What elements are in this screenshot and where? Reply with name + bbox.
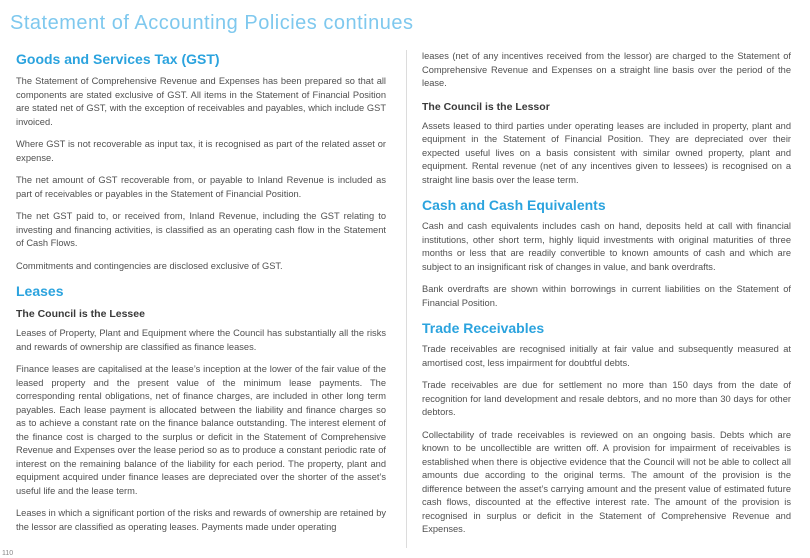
- leases-heading: Leases: [16, 283, 64, 299]
- trade-paragraph-1: Trade receivables are recognised initially at fair value and subsequently measured at amortised cost, less impairment for doubtful debts.: [422, 344, 791, 368]
- gst-paragraph-3: The net amount of GST recoverable from, or payable to Inland Revenue is included as part of receivables or payables in the Statement of Financial Position.: [16, 175, 386, 199]
- cash-paragraph-1: Cash and cash equivalents includes cash on hand, deposits held at call with financial institutions, other short term, highly liquid investments with original maturities of three months or less that are readily convertible to known amounts of cash and which are subject to an insignificant risk of changes in value, and bank overdrafts.: [422, 221, 791, 272]
- lessee-paragraph-2: Finance leases are capitalised at the lease’s inception at the lower of the fair value of the leased property and the present value of the minimum lease payments. The corresponding rental obligations, net of finance charges, are included in other long term payables. Each lease payment is allocated between the liability and finance charges so as to achieve a constant rate on the finance balance outstanding. The interest element of the finance cost is charged to the surplus or deficit in the Statement of Comprehensive Revenue and Expenses over the lease period so as to produce a constant periodic rate of interest on the remaining balance of the liability for each period. The property, plant and equipment acquired under finance leases are depreciated over the shorter of the asset’s useful life and the lease term.: [16, 364, 386, 496]
- lessee-paragraph-3: Leases in which a significant portion of the risks and rewards of ownership are retained by the lessor are classified as operating leases. Payments made under operating: [16, 508, 387, 532]
- lessee-paragraph-3-continued: leases (net of any incentives received from the lessor) are charged to the Statement of Comprehensive Revenue and Expenses on a straight line basis over the period of the lease.: [422, 51, 791, 88]
- left-column: [16, 50, 386, 543]
- gst-paragraph-5: Commitments and contingencies are disclosed exclusive of GST.: [16, 260, 283, 271]
- trade-receivables-heading: Trade Receivables: [422, 320, 545, 336]
- lessee-heading: The Council is the Lessee: [16, 308, 145, 320]
- trade-paragraph-3: Collectability of trade receivables is reviewed on an ongoing basis. Debts which are known to be uncollectible are written off. A provision for impairment of receivables is established when there is objective evidence that the Council will not be able to collect all amounts due according to the original terms. The amount of the provision is the difference between the asset’s carrying amount and the present value of estimated future cash flows, discounted at the effective interest rate. The amount of the provision is recognised in surplus or deficit in the Statement of Comprehensive Revenue and Expenses.: [422, 429, 791, 534]
- column-divider: [406, 50, 407, 548]
- page-number: 110: [2, 550, 14, 557]
- lessee-paragraph-1: Leases of Property, Plant and Equipment where the Council has substantially all the risks and rewards of ownership are classified as finance leases.: [16, 328, 386, 352]
- page-title: Statement of Accounting Policies continues: [10, 12, 414, 34]
- lessor-heading: The Council is the Lessor: [422, 100, 550, 113]
- trade-paragraph-2: Trade receivables are due for settlement no more than 150 days from the date of recognition for land development and resale debtors, and no more than 30 days for other debtors.: [422, 380, 791, 417]
- right-column: [422, 50, 791, 546]
- gst-paragraph-1: The Statement of Comprehensive Revenue and Expenses has been prepared so that all components are stated exclusive of GST. All items in the Statement of Financial Position are stated net of GST, with the exception of receivables and payables, which include GST invoiced.: [16, 76, 386, 127]
- gst-paragraph-4: The net GST paid to, or received from, Inland Revenue, including the GST relating to investing and financing activities, is classified as an operating cash flow in the Statement of Cash Flows.: [16, 211, 386, 248]
- cash-paragraph-2: Bank overdrafts are shown within borrowings in current liabilities on the Statement of Financial Position.: [422, 284, 791, 308]
- gst-paragraph-2: Where GST is not recoverable as input tax, it is recognised as part of the related asset or expense.: [16, 139, 386, 163]
- cash-heading: Cash and Cash Equivalents: [422, 197, 606, 213]
- lessor-paragraph-1: Assets leased to third parties under operating leases are included in property, plant and equipment in the Statement of Financial Position. They are depreciated over their expected useful lives on a basis consistent with similar owned property, plant and equipment. Rental revenue (net of any incentives given to lessees) is recognised on a straight line basis over the lease term.: [422, 120, 791, 185]
- gst-heading: Goods and Services Tax (GST): [16, 51, 220, 67]
